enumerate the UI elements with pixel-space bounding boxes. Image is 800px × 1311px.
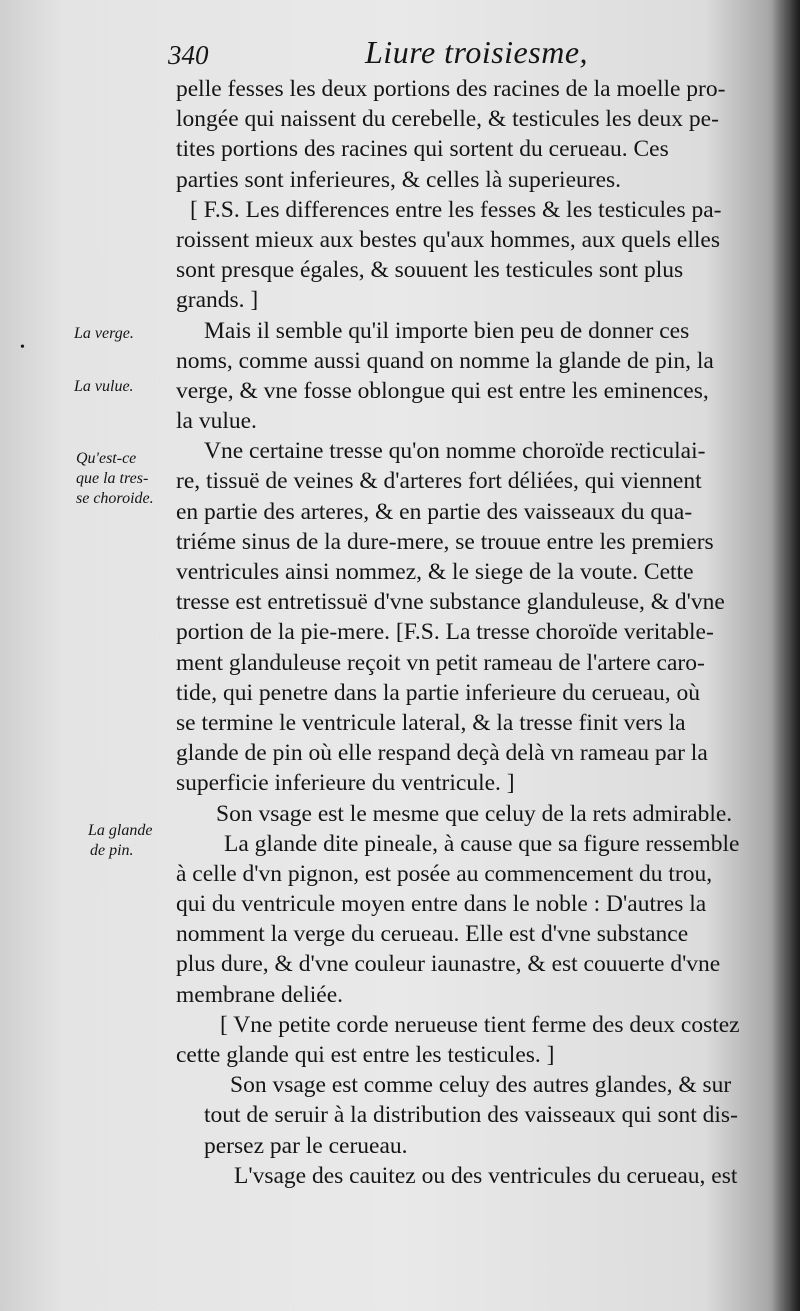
margin-note: La verge. (74, 325, 134, 342)
text-line: portion de la pie-mere. [F.S. La tresse choroïde veritable- (176, 619, 714, 646)
text-line: persez par le cerueau. (204, 1132, 408, 1159)
ink-dot: • (20, 340, 25, 355)
text-line: [ F.S. Les differences entre les fesses & les testicules pa- (190, 196, 722, 223)
text-line: tresse est entretissuë d'vne substance glanduleuse, & d'vne (176, 589, 725, 616)
text-line: grands. ] (176, 287, 259, 314)
text-line: L'vsage des cauitez ou des ventricules du cerueau, est (234, 1162, 738, 1189)
body-text (176, 74, 760, 1191)
text-line: longée qui naissent du cerebelle, & testicules les deux pe- (176, 106, 719, 133)
running-title: Liure troisiesme, (365, 34, 589, 70)
text-line: qui du ventricule moyen entre dans le noble : D'autres la (176, 891, 707, 918)
text-line: triéme sinus de la dure-mere, se trouue entre les premiers (176, 528, 714, 555)
page-edge-shadow (772, 0, 800, 1311)
text-line: glande de pin où elle respand deçà delà vn rameau par la (176, 740, 708, 767)
text-line: noms, comme aussi quand on nomme la glande de pin, la (176, 347, 714, 374)
text-line: se termine le ventricule lateral, & la tresse finit vers la (176, 709, 686, 736)
margin-notes (0, 0, 180, 1311)
text-line: pelle fesses les deux portions des racines de la moelle pro- (176, 76, 726, 102)
text-line: tites portions des racines qui sortent du cerueau. Ces (176, 136, 669, 163)
text-line: La glande dite pineale, à cause que sa figure ressemble (224, 830, 740, 857)
text-line: tide, qui penetre dans la partie inferieure du cerueau, où (176, 679, 700, 706)
text-line: ventricules ainsi nommez, & le siege de la voute. Cette (176, 559, 694, 585)
text-line: roissent mieux aux bestes qu'aux hommes, aux quels elles (176, 226, 720, 253)
text-line: membrane deliée. (176, 981, 344, 1008)
text-line: cette glande qui est entre les testicules. ] (176, 1042, 555, 1068)
text-line: nomment la verge du cerueau. Elle est d'vne substance (176, 921, 689, 948)
margin-note: Qu'est-ce (76, 450, 137, 467)
margin-note: que la tres- (76, 470, 149, 487)
page-number: 340 (168, 40, 209, 70)
text-line: verge, & vne fosse oblongue qui est entre les eminences, (176, 377, 709, 404)
margin-note: de pin. (90, 842, 134, 859)
text-line: à celle d'vn pignon, est posée au commencement du trou, (176, 860, 713, 887)
text-line: superficie inferieure du ventricule. ] (176, 770, 515, 797)
text-line: Son vsage est le mesme que celuy de la rets admirable. (216, 800, 733, 827)
text-line: la vulue. (176, 408, 257, 435)
margin-note: se choroide. (76, 490, 154, 507)
text-line: re, tissuë de veines & d'arteres fort déliées, qui viennent (176, 468, 702, 495)
margin-note: La vulue. (74, 378, 134, 395)
text-line: Vne certaine tresse qu'on nomme choroïde recticulai- (204, 438, 706, 465)
text-line: parties sont inferieures, & celles là superieures. (176, 166, 622, 193)
text-line: plus dure, & d'vne couleur iaunastre, & est couuerte d'vne (176, 951, 721, 978)
text-line: en partie des arteres, & en partie des vaisseaux du qua- (176, 498, 693, 525)
margin-note: La glande (88, 822, 153, 839)
text-line: Son vsage est comme celuy des autres glandes, & sur (230, 1072, 732, 1099)
text-line: [ Vne petite corde nerueuse tient ferme des deux costez (220, 1011, 740, 1038)
text-line: tout de seruir à la distribution des vaisseaux qui sont dis- (204, 1102, 738, 1129)
text-line: sont presque égales, & souuent les testicules sont plus (176, 257, 684, 284)
text-line: ment glanduleuse reçoit vn petit rameau de l'artere caro- (176, 649, 705, 676)
text-line: Mais il semble qu'il importe bien peu de donner ces (204, 317, 690, 344)
